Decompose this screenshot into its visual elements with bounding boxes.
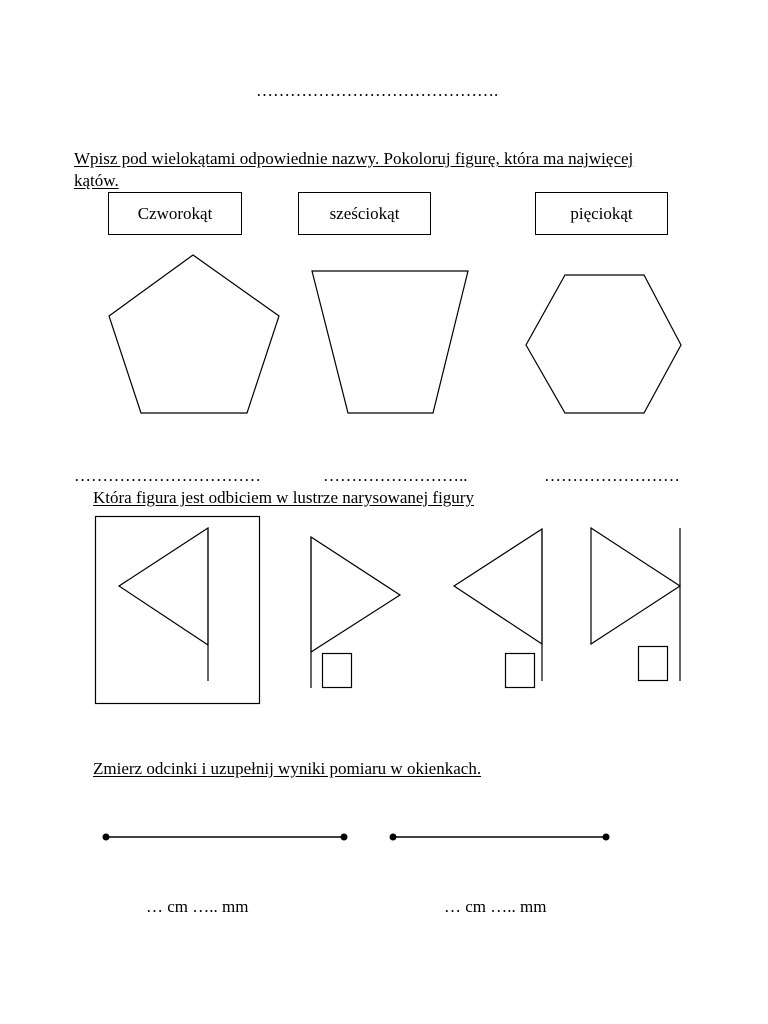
segment-2[interactable] (390, 834, 610, 841)
option-a-figure[interactable] (311, 537, 400, 688)
task1-instruction: Wpisz pod wielokątami odpowiednie nazwy. Pokoloruj figurę, która ma najwięcej kątów. (74, 149, 634, 190)
trapezoid-shape[interactable] (312, 271, 468, 413)
label-box-szesciokat (298, 192, 431, 235)
measurement-answer-1[interactable]: … cm ….. mm (146, 897, 249, 916)
option-b-figure[interactable] (454, 529, 542, 688)
original-figure-frame (96, 517, 260, 704)
label-box-czworokat (108, 192, 242, 235)
task3-instruction: Zmierz odcinki i uzupełnij wyniki pomiaru w okienkach. (93, 759, 482, 778)
segment-1[interactable] (103, 834, 348, 841)
original-flag-triangle (119, 528, 208, 645)
hexagon-shape[interactable] (526, 275, 681, 413)
label-text: sześciokąt (329, 203, 400, 223)
name-line[interactable]: ……………………………………. (256, 81, 499, 100)
answer-line-hexagon[interactable]: …………………… (544, 466, 680, 485)
option-c-figure[interactable] (591, 528, 680, 681)
label-text: pięciokąt (570, 203, 633, 223)
label-box-pieciokat (535, 192, 668, 235)
answer-line-pentagon[interactable]: …………………………… (74, 466, 261, 485)
task2-instruction: Która figura jest odbiciem w lustrze narysowanej figury (93, 488, 474, 507)
answer-line-trapezoid[interactable]: …………………….. (323, 466, 468, 485)
label-text: Czworokąt (137, 203, 213, 223)
pentagon-shape[interactable] (109, 255, 279, 413)
measurement-answer-2[interactable]: … cm ….. mm (444, 897, 547, 916)
